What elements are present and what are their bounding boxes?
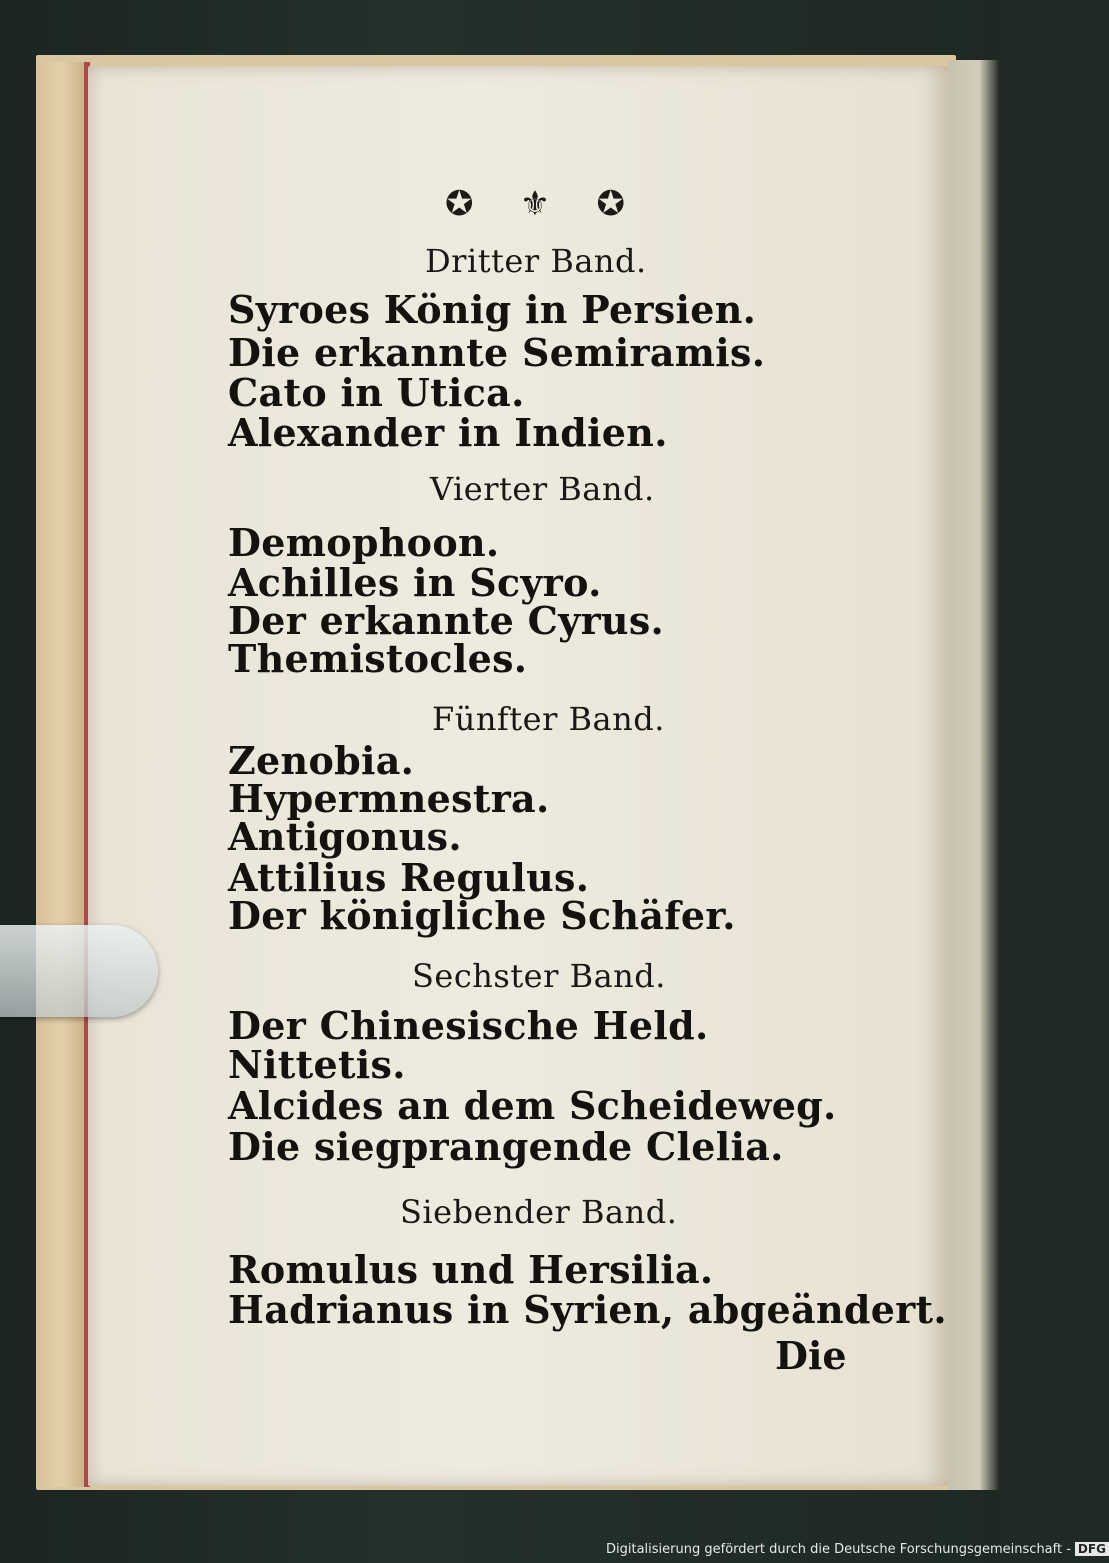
title-entry: Themistocles. <box>228 636 528 681</box>
dfg-logo: DFG <box>1075 1542 1109 1556</box>
section-heading: Siebender Band. <box>400 1193 678 1231</box>
title-entry: Romulus und Hersilia. <box>228 1247 714 1292</box>
fleur-de-lis-icon: ⚜ <box>519 184 551 224</box>
title-entry: Alcides an dem Scheideweg. <box>228 1083 837 1128</box>
rosette-icon: ✪ <box>445 184 474 224</box>
title-entry: Antigonus. <box>228 814 462 859</box>
title-entry: Der erkannte Cyrus. <box>228 598 665 643</box>
title-entry: Syroes König in Persien. <box>228 287 757 332</box>
title-entry: Die erkannte Semiramis. <box>228 330 766 375</box>
section-heading: Vierter Band. <box>430 470 655 508</box>
cover-edge <box>36 62 88 1487</box>
title-entry: Attilius Regulus. <box>228 855 590 900</box>
title-entry: Achilles in Scyro. <box>228 560 602 605</box>
digitization-footer <box>606 1542 1109 1557</box>
ornament-row <box>445 182 625 226</box>
title-entry: Hadrianus in Syrien, abgeändert. <box>228 1287 947 1332</box>
title-entry: Der Chinesische Held. <box>228 1003 709 1048</box>
rosette-icon: ✪ <box>596 184 625 224</box>
footer-text: Digitalisierung gefördert durch die Deutsche Forschungsgemeinschaft - <box>606 1542 1071 1557</box>
adjacent-page-edge <box>948 60 1000 1490</box>
title-entry: Hypermnestra. <box>228 776 550 821</box>
title-entry: Die siegprangende Clelia. <box>228 1124 784 1169</box>
title-entry: Demophoon. <box>228 520 500 565</box>
title-entry: Cato in Utica. <box>228 370 525 415</box>
title-entry: Zenobia. <box>228 738 415 783</box>
title-entry: Alexander in Indien. <box>228 410 668 455</box>
section-heading: Fünfter Band. <box>432 700 665 738</box>
title-entry: Der königliche Schäfer. <box>228 893 736 938</box>
catchword: Die <box>775 1333 847 1378</box>
plastic-page-clip <box>0 925 158 1017</box>
section-heading: Dritter Band. <box>425 242 647 280</box>
title-entry: Nittetis. <box>228 1042 406 1087</box>
section-heading: Sechster Band. <box>412 957 666 995</box>
